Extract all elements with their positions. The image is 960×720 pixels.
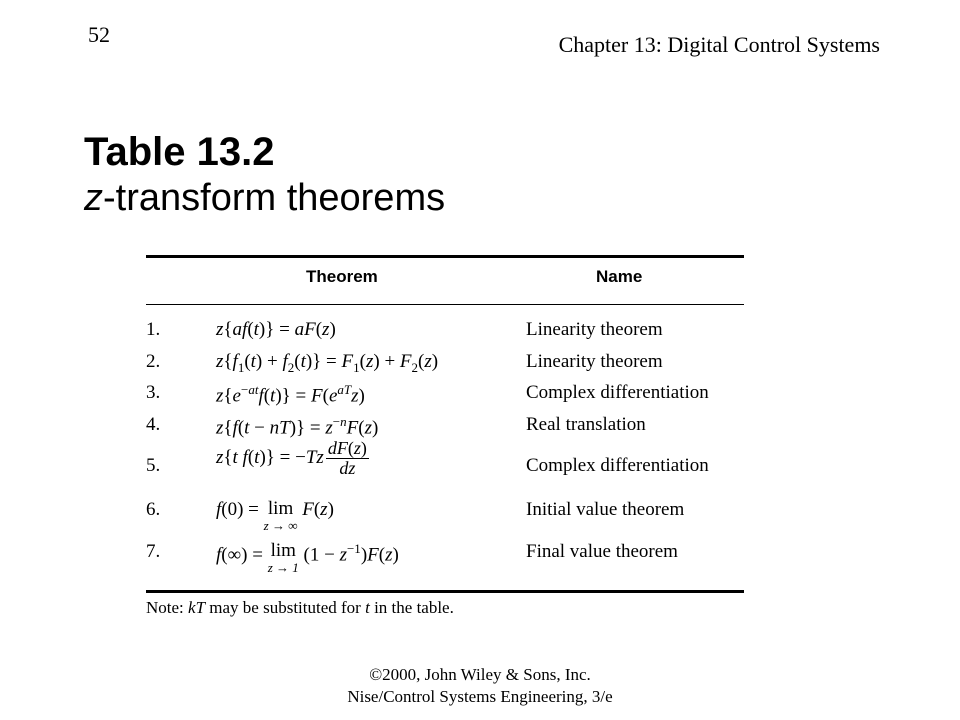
table-body [146, 305, 744, 590]
theorem-name: Linearity theorem [526, 319, 663, 340]
theorem-name: Complex differentiation [526, 382, 709, 403]
limit-operator: lim z → 1 [267, 540, 299, 575]
theorem-name: Real translation [526, 414, 646, 435]
table-row [146, 439, 744, 489]
row-number: 7. [146, 541, 161, 562]
footer-copyright: ©2000, John Wiley & Sons, Inc. [369, 665, 591, 684]
theorem-formula: z{af(t)} = aF(z) [216, 319, 336, 340]
copyright-footer [0, 664, 960, 708]
row-number: 6. [146, 499, 161, 520]
row-number: 3. [146, 382, 161, 403]
theorem-name: Initial value theorem [526, 499, 685, 520]
derivative-fraction: $\frac{dF(z)}{dz}$ [327, 438, 367, 478]
table-header [146, 258, 744, 304]
theorem-name: Final value theorem [526, 541, 678, 562]
row-number: 1. [146, 319, 161, 340]
theorem-formula: z{t f(t)} = −Tz $\frac{dF(z)}{dz}$ [216, 438, 367, 478]
title-block [84, 128, 445, 222]
subtitle-text: -transform theorems [103, 177, 446, 219]
theorem-formula: $z\{e^{-at}f(t)\} = F(e^{aT}z)$ [216, 382, 365, 407]
slide-subtitle [84, 176, 445, 222]
slide-title: Table 13.2 [84, 130, 275, 174]
footer-book-title: Nise/Control Systems Engineering, 3/e [347, 687, 613, 707]
theorem-formula: $z\{f_1(t) + f_2(t)\} = F_1(z) + F_2(z)$ [216, 351, 439, 375]
subtitle-variable: z [84, 177, 103, 219]
page-number: 52 [88, 22, 110, 47]
table-bottom-rule [146, 590, 744, 593]
table-note: Note: kT may be substituted for t in the table. [146, 598, 454, 617]
row-number: 4. [146, 414, 161, 435]
theorem-name: Linearity theorem [526, 351, 663, 372]
row-number: 5. [146, 455, 161, 476]
theorem-formula: f(0) = lim z → ∞ F(z) [216, 498, 334, 533]
theorems-table [146, 255, 744, 593]
column-header-name: Name [596, 267, 643, 286]
row-number: 2. [146, 351, 161, 372]
theorem-formula: f(∞) = lim z → 1 $(1 - z^{-1})F(z)$ [216, 540, 399, 575]
chapter-header: Chapter 13: Digital Control Systems [558, 32, 880, 57]
theorem-formula: $z\{f(t - nT)\} = z^{-n}F(z)$ [216, 414, 379, 439]
theorem-name: Complex differentiation [526, 455, 709, 476]
column-header-theorem: Theorem [306, 267, 378, 286]
limit-operator: lim z → ∞ [263, 498, 298, 533]
